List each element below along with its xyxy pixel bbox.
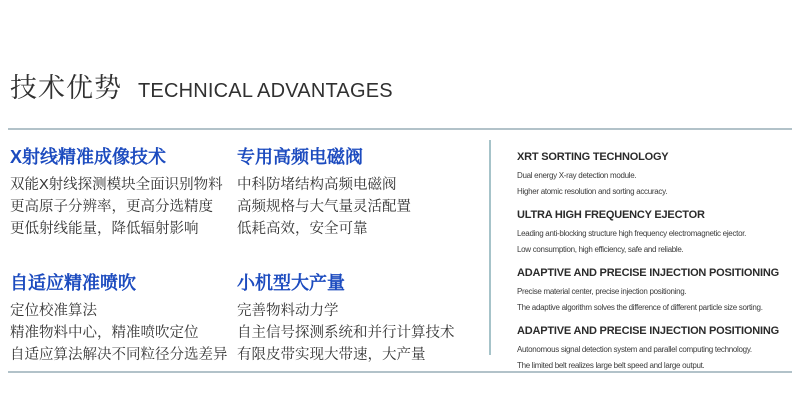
english-block-ultra-high-frequency: [517, 208, 792, 258]
advantages-panel: [8, 128, 792, 373]
english-line: Autonomous signal detection system and parallel computing technology.: [517, 345, 752, 354]
advantage-heading: 自适应精准喷吹: [10, 273, 136, 293]
advantage-heading: X射线精准成像技术: [10, 147, 167, 167]
advantage-line: 自主信号探测系统和并行计算技术: [237, 325, 455, 341]
advantage-block-xray-imaging: [10, 144, 235, 240]
advantage-line: 精准物料中心，精准喷吹定位: [10, 325, 199, 341]
english-heading: ULTRA HIGH FREQUENCY EJECTOR: [517, 209, 705, 221]
advantage-line: 更高原子分辨率，更高分选精度: [10, 199, 213, 215]
advantage-line: 高频规格与大气量灵活配置: [237, 199, 411, 215]
column-chinese-left: [10, 130, 235, 366]
advantage-heading: 专用高频电磁阀: [237, 147, 363, 167]
column-chinese-right: [237, 130, 489, 366]
advantage-block-small-machine-large-output: [237, 270, 489, 366]
english-heading: XRT SORTING TECHNOLOGY: [517, 151, 669, 163]
advantage-line: 双能X射线探测模块全面识别物料: [10, 177, 223, 193]
page-title-english: TECHNICAL ADVANTAGES: [138, 80, 393, 102]
english-heading: ADAPTIVE AND PRECISE INJECTION POSITIONING: [517, 267, 779, 279]
advantage-line: 中科防堵结构高频电磁阀: [237, 177, 397, 193]
english-line: Dual energy X-ray detection module.: [517, 171, 637, 180]
english-block-adaptive-precise-2: [517, 324, 792, 373]
advantage-heading: 小机型大产量: [237, 273, 345, 293]
english-line: The limited belt realizes large belt speed and large output.: [517, 361, 705, 370]
advantage-block-adaptive-injection: [10, 270, 235, 366]
advantage-line: 自适应算法解决不同粒径分选差异: [10, 347, 228, 363]
vertical-divider: [489, 140, 491, 355]
english-line: The adaptive algorithm solves the difference of different particle size sorting.: [517, 303, 763, 312]
column-english: [517, 130, 792, 373]
advantage-line: 定位校准算法: [10, 303, 97, 319]
english-block-xrt-sorting: [517, 150, 792, 200]
english-block-adaptive-precise-1: [517, 266, 792, 316]
section-title: [10, 66, 393, 105]
page-title-chinese: 技术优势: [10, 73, 122, 103]
advantage-line: 有限皮带实现大带速，大产量: [237, 347, 426, 363]
english-line: Leading anti-blocking structure high frequency electromagnetic ejector.: [517, 229, 747, 238]
advantage-line: 完善物料动力学: [237, 303, 339, 319]
advantage-line: 更低射线能量，降低辐射影响: [10, 221, 199, 237]
english-line: Higher atomic resolution and sorting accuracy.: [517, 187, 668, 196]
english-line: Low consumption, high efficiency, safe and reliable.: [517, 245, 684, 254]
english-heading: ADAPTIVE AND PRECISE INJECTION POSITIONING: [517, 325, 779, 337]
advantage-line: 低耗高效，安全可靠: [237, 221, 368, 237]
english-line: Precise material center, precise injection positioning.: [517, 287, 687, 296]
advantage-block-solenoid-valve: [237, 144, 489, 240]
